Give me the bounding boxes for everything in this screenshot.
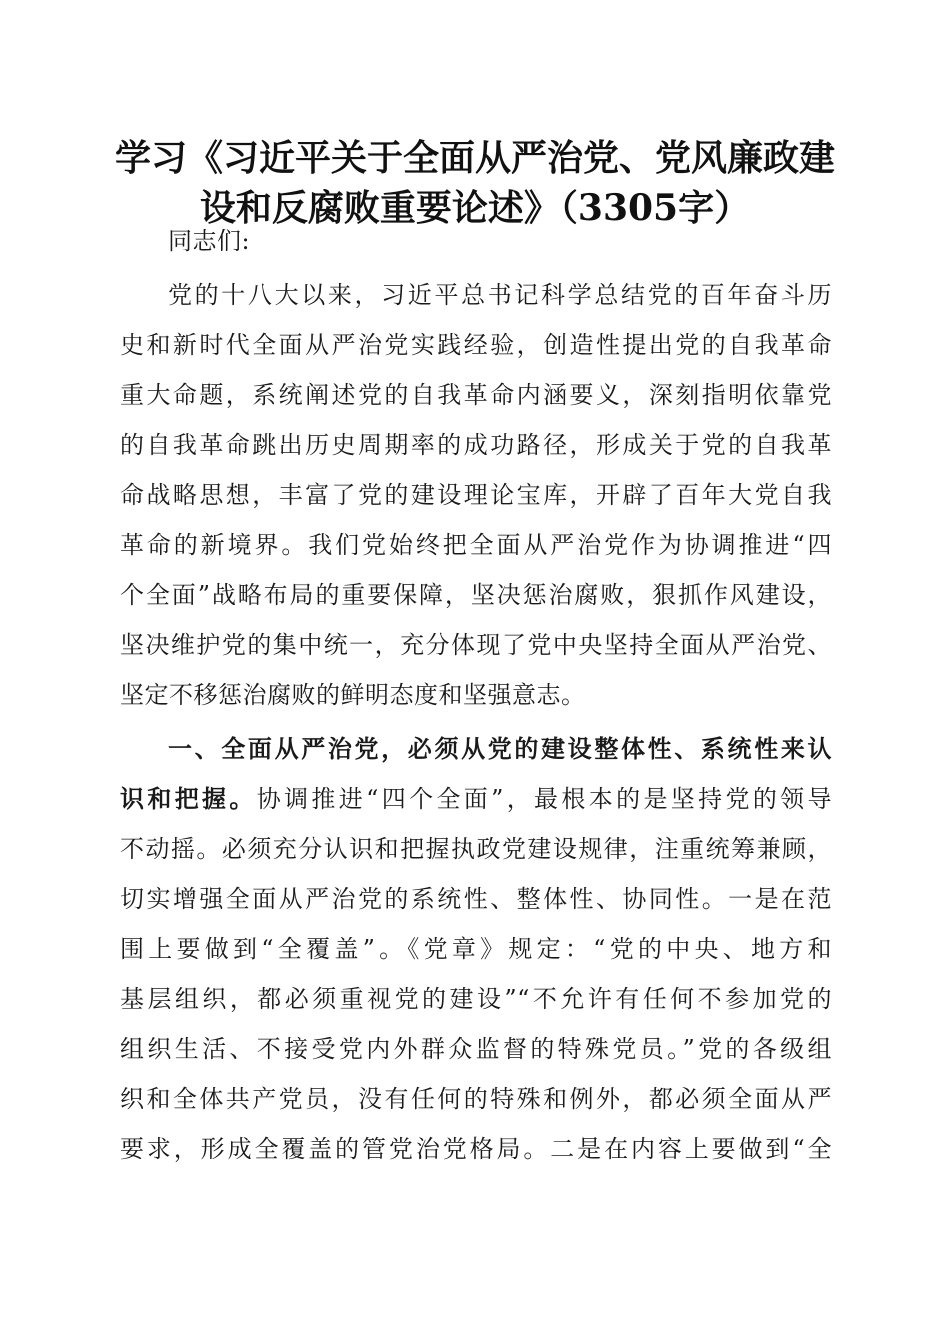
paragraph-1-line: 坚定不移惩治腐败的鲜明态度和坚强意志。 xyxy=(120,681,586,709)
paragraph-2-line xyxy=(120,774,832,824)
paragraph-2-line-rest: 协调推进“四个全面”，最根本的是坚持党的领导 xyxy=(256,785,833,813)
section-1-heading-end: 识和把握。 xyxy=(120,785,257,813)
title-line-2: 设和反腐败重要论述》（3305字） xyxy=(199,187,751,229)
paragraph-1-line: 革命的新境界。我们党始终把全面从严治党作为协调推进“四 xyxy=(120,531,832,559)
paragraph-1-line: 命战略思想，丰富了党的建设理论宝库，开辟了百年大党自我 xyxy=(120,481,832,509)
paragraph-1-line: 重大命题，系统阐述党的自我革命内涵要义，深刻指明依靠党 xyxy=(120,381,832,409)
section-1-heading: 一、全面从严治党，必须从党的建设整体性、系统性来认 xyxy=(168,735,832,763)
paragraph-1-line: 个全面”战略布局的重要保障，坚决惩治腐败，狠抓作风建设， xyxy=(120,581,832,609)
paragraph-2-line: 组织生活、不接受党内外群众监督的特殊党员。”党的各级组 xyxy=(120,1035,832,1063)
paragraph-1-line: 党的十八大以来，习近平总书记科学总结党的百年奋斗历 xyxy=(168,281,832,309)
document-body xyxy=(120,216,832,1174)
paragraph-1-line: 坚决维护党的集中统一，充分体现了党中央坚持全面从严治党、 xyxy=(120,631,832,659)
paragraph-2-line: 要求，形成全覆盖的管党治党格局。二是在内容上要做到“全 xyxy=(120,1135,832,1163)
paragraph-2-line: 不动摇。必须充分认识和把握执政党建设规律，注重统筹兼顾， xyxy=(120,835,832,863)
salutation: 同志们: xyxy=(168,227,251,255)
paragraph-2-line: 围上要做到“全覆盖”。《党章》规定：“党的中央、地方和 xyxy=(120,935,832,963)
paragraph-2-line: 切实增强全面从严治党的系统性、整体性、协同性。一是在范 xyxy=(120,885,832,913)
title-line-1: 学习《习近平关于全面从严治党、党风廉政建 xyxy=(114,137,835,179)
paragraph-2-line: 织和全体共产党员，没有任何的特殊和例外，都必须全面从严 xyxy=(120,1085,832,1113)
paragraph-2-line: 基层组织，都必须重视党的建设”“不允许有任何不参加党的 xyxy=(120,985,832,1013)
paragraph-1-line: 的自我革命跳出历史周期率的成功路径，形成关于党的自我革 xyxy=(120,431,832,459)
paragraph-1-line: 史和新时代全面从严治党实践经验，创造性提出党的自我革命 xyxy=(120,331,832,359)
